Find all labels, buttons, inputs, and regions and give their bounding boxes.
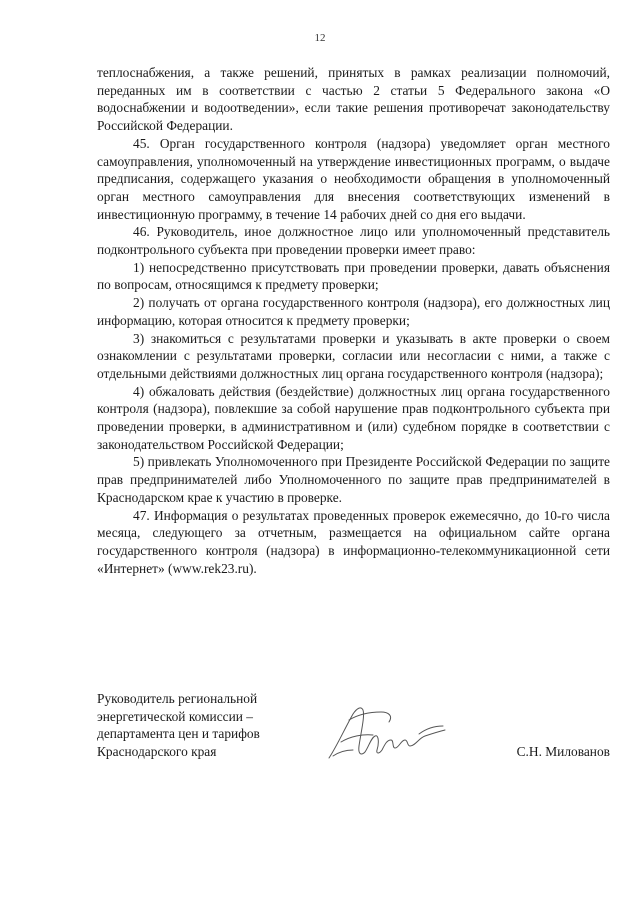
signatory-position bbox=[97, 690, 297, 761]
signatory-position-line: энергетической комиссии – bbox=[97, 708, 253, 724]
handwritten-signature bbox=[319, 698, 459, 768]
paragraph-46-item-3: 3) знакомиться с результатами проверки и указывать в акте проверки о своем ознакомлении с результатами проверки, согласии или несогласии с ними, а также с отдельными действиями должностных лиц органа государственного контроля (надзора); bbox=[97, 330, 610, 381]
signatory-position-line: Краснодарского края bbox=[97, 744, 217, 760]
document-body bbox=[97, 64, 610, 577]
paragraph-46-item-5: 5) привлекать Уполномоченного при Президенте Российской Федерации по защите прав предпринимателей либо Уполномоченного по защите прав предпринимателей в Краснодарском крае к участию в проверке. bbox=[97, 454, 610, 505]
signatory-position-line: департамента цен и тарифов bbox=[97, 726, 260, 742]
page-number: 12 bbox=[314, 32, 326, 44]
signatory-position-line: Руководитель региональной bbox=[97, 691, 258, 706]
paragraph-46-item-2: 2) получать от органа государственного контроля (надзора), его должностных лиц информацию, которая относится к предмету проверки; bbox=[97, 295, 610, 328]
signatory-name: С.Н. Милованов bbox=[516, 744, 610, 759]
paragraph-44-continuation: теплоснабжения, а также решений, принятых в рамках реализации полномочий, переданных им в соответствии с частью 2 статьи 5 Федерального закона «О водоснабжении и водоотведении», если такие решения противоречат законодательству Российской Федерации. bbox=[97, 65, 610, 134]
signature-block bbox=[97, 690, 610, 770]
paragraph-46-item-1: 1) непосредственно присутствовать при проведении проверки, давать объяснения по вопросам, относящимся к предмету проверки; bbox=[97, 259, 610, 293]
paragraph-47: 47. Информация о результатах проведенных проверок ежемесячно, до 10-го числа месяца, следующего за отчетным, размещается на официальном сайте органа государственного контроля (надзора) в информационно-телекоммуникационной сети «Интернет» (www.rek23.ru). bbox=[97, 507, 610, 576]
paragraph-45: 45. Орган государственного контроля (надзора) уведомляет орган местного самоуправления, уполномоченный на утверждение инвестиционных программ, о выдаче предписания, содержащего указания о необходимости обращения в уполномоченный орган местного самоуправления для внесения соответствующих изменений в инвестиционную программу, в течение 14 рабочих дней со дня его выдачи. bbox=[97, 135, 610, 222]
paragraph-46: 46. Руководитель, иное должностное лицо или уполномоченный представитель подконтрольного субъекта при проведении проверки имеет право: bbox=[97, 224, 610, 258]
paragraph-46-item-4: 4) обжаловать действия (бездействие) должностных лиц органа государственного контроля (надзора), повлекшие за собой нарушение прав подконтрольного субъекта при проведении проверки, в административном и (или) судебном порядке в соответствии с законодательством Российской Федерации; bbox=[97, 383, 610, 452]
